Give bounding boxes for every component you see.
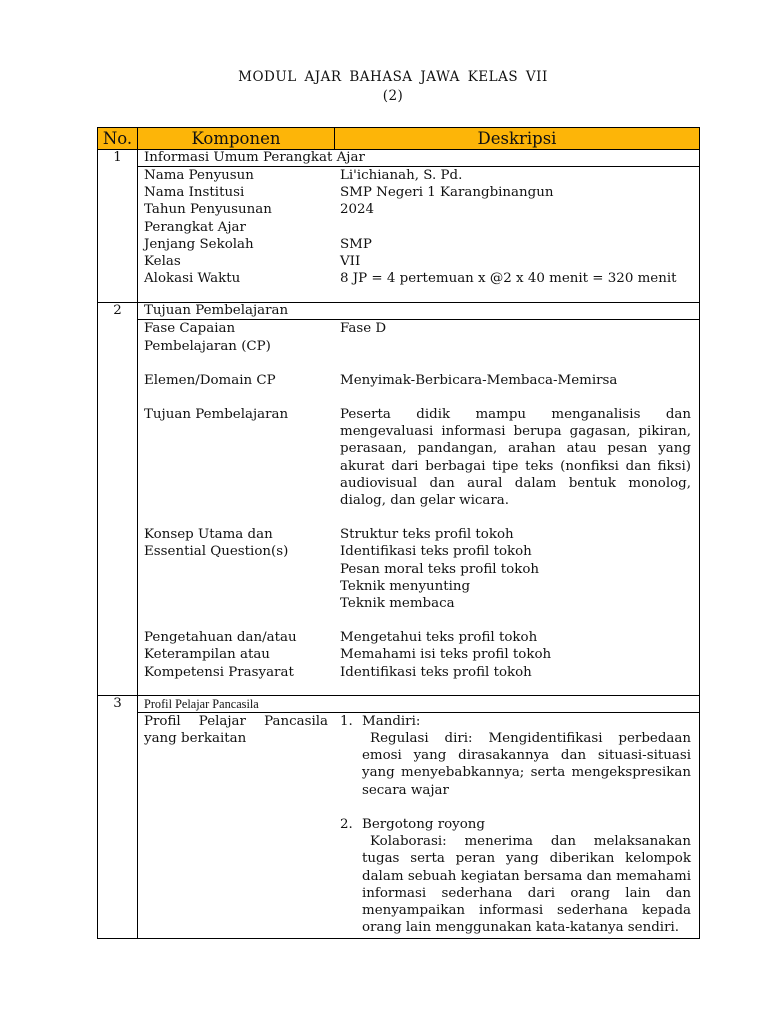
konsep-list bbox=[334, 526, 699, 612]
section-2-body-row bbox=[98, 320, 700, 695]
deskripsi-value: Li'ichianah, S. Pd. bbox=[340, 168, 463, 183]
section-1-title-row bbox=[98, 150, 700, 167]
list-item: Pesan moral teks profil tokoh bbox=[340, 561, 540, 577]
elemen-label: Elemen/Domain CP bbox=[144, 372, 276, 388]
modul-table bbox=[97, 127, 700, 939]
deskripsi-value: 8 JP = 4 pertemuan x @2 x 40 menit = 320 menit bbox=[340, 271, 677, 287]
komponen-label: Nama Penyusun bbox=[144, 168, 254, 183]
komponen-label: Tahun Penyusunan bbox=[144, 202, 272, 218]
header-no: No. bbox=[98, 128, 138, 150]
item-description: Regulasi diri: Mengidentifikasi perbedaan emosi yang dirasakannya dan situasi-situasi yang menyebabkannya; serta mengekspresikan secara wajar bbox=[362, 731, 691, 798]
prasyarat-label-line: Keterampilan atau bbox=[144, 647, 270, 663]
item-title: Bergotong royong bbox=[362, 816, 485, 832]
section-3-body-row bbox=[98, 712, 700, 938]
list-item bbox=[340, 816, 691, 936]
table-header-row bbox=[98, 128, 700, 150]
list-item: Teknik menyunting bbox=[340, 578, 471, 594]
komponen-label: Nama Institusi bbox=[144, 185, 245, 201]
fase-label: Fase Capaian Pembelajaran (CP) bbox=[144, 321, 271, 354]
item-title: Mandiri: bbox=[362, 713, 421, 729]
deskripsi-value: SMP bbox=[340, 236, 372, 252]
deskripsi-value: 2024 bbox=[340, 202, 375, 218]
document-title bbox=[0, 68, 768, 106]
konsep-label-line: Essential Question(s) bbox=[144, 544, 289, 560]
item-number: 2. bbox=[340, 816, 353, 832]
komponen-label: Alokasi Waktu bbox=[144, 271, 241, 287]
list-item: Teknik membaca bbox=[340, 596, 455, 612]
tujuan-value: Peserta didik mampu menganalisis dan mengevaluasi informasi berupa gagasan, pikiran, perasaan, pandangan, arahan atau pesan yang akurat dari berbagai tipe teks (nonfiksi dan fiksi) audiovisual dan aural dalam bentuk monolog, dialog, dan gelar wicara. bbox=[340, 407, 691, 509]
section-2-title-row bbox=[98, 303, 700, 320]
fase-value: Fase D bbox=[340, 321, 387, 337]
prasyarat-label bbox=[138, 629, 334, 681]
konsep-label-line: Konsep Utama dan bbox=[144, 527, 273, 543]
profil-label: Profil Pelajar Pancasila yang berkaitan bbox=[144, 713, 328, 747]
tujuan-label: Tujuan Pembelajaran bbox=[144, 407, 289, 423]
deskripsi-value bbox=[334, 219, 699, 236]
list-item bbox=[340, 713, 691, 799]
section-title: Tujuan Pembelajaran bbox=[138, 303, 700, 320]
deskripsi-value: SMP Negeri 1 Karangbinangun bbox=[340, 185, 554, 201]
komponen-label: Kelas bbox=[144, 254, 181, 270]
prasyarat-list bbox=[334, 629, 699, 681]
prasyarat-label-line: Pengetahuan dan/atau bbox=[144, 630, 297, 646]
section-1-body-row bbox=[98, 167, 700, 303]
section-3-title-row bbox=[98, 695, 700, 712]
komponen-label: Jenjang Sekolah bbox=[144, 236, 254, 252]
item-description: Kolaborasi: menerima dan melaksanakan tugas serta peran yang diberikan kelompok dalam sebuah kegiatan bersama dan memahami informasi sederhana dari orang lain dan menyampaikan informasi sederhana kepada orang lain menggunakan kata-katanya sendiri. bbox=[362, 834, 691, 936]
header-komponen: Komponen bbox=[138, 128, 335, 150]
item-number: 1. bbox=[340, 713, 353, 729]
prasyarat-label-line: Kompetensi Prasyarat bbox=[144, 664, 294, 680]
title-line-2: (2) bbox=[382, 88, 404, 104]
section-number: 2 bbox=[98, 303, 138, 695]
title-line-1: MODUL AJAR BAHASA JAWA KELAS VII bbox=[238, 69, 548, 85]
list-item: Identifikasi teks profil tokoh bbox=[340, 544, 532, 560]
deskripsi-value: VII bbox=[340, 254, 361, 270]
section-number: 1 bbox=[98, 150, 138, 303]
section-title: Informasi Umum Perangkat Ajar bbox=[138, 150, 700, 167]
section-title: Profil Pelajar Pancasila bbox=[138, 695, 700, 713]
header-deskripsi: Deskripsi bbox=[335, 128, 700, 150]
list-item: Memahami isi teks profil tokoh bbox=[340, 647, 552, 663]
list-item: Identifikasi teks profil tokoh bbox=[340, 664, 532, 680]
komponen-label: Perangkat Ajar bbox=[144, 219, 246, 235]
list-item: Struktur teks profil tokoh bbox=[340, 527, 514, 543]
list-item: Mengetahui teks profil tokoh bbox=[340, 630, 538, 646]
elemen-value: Menyimak-Berbicara-Membaca-Memirsa bbox=[340, 372, 618, 388]
profil-list bbox=[334, 713, 699, 936]
section-number: 3 bbox=[98, 695, 138, 938]
konsep-label bbox=[138, 526, 334, 612]
